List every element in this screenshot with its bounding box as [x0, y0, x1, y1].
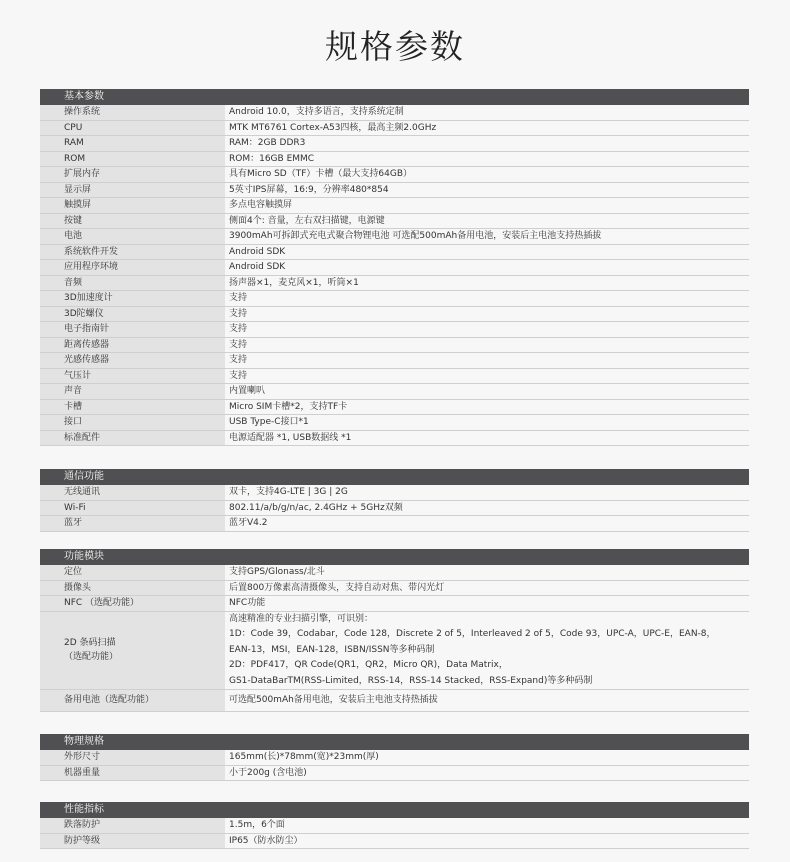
spec-row-barcode-scan: [40, 612, 749, 691]
spec-value: 165mm(长)*78mm(宽)*23mm(厚): [225, 750, 749, 765]
spec-row: [40, 766, 749, 782]
spec-key: 摄像头: [40, 581, 225, 596]
spec-row: [40, 353, 749, 369]
spec-row: [40, 167, 749, 183]
spec-row: [40, 400, 749, 416]
spec-key: 电池: [40, 229, 225, 244]
spec-row: [40, 516, 749, 532]
spec-key: 系统软件开发: [40, 245, 225, 260]
spec-row: [40, 834, 749, 850]
spec-row: [40, 121, 749, 137]
section-header: 基本参数: [40, 89, 749, 105]
spec-key: 防护等级: [40, 834, 225, 849]
spec-key: 按键: [40, 214, 225, 229]
spec-row: [40, 384, 749, 400]
spec-row: [40, 431, 749, 447]
spec-key: 音频: [40, 276, 225, 291]
spec-value: Android 10.0，支持多语言，支持系统定制: [225, 105, 749, 120]
spec-row: [40, 307, 749, 323]
spec-value: 3900mAh可拆卸式充电式聚合物锂电池 可选配500mAh备用电池，安装后主电池支持热插拔: [225, 229, 749, 244]
spec-value: 支持: [225, 338, 749, 353]
spec-key: 跌落防护: [40, 818, 225, 833]
spec-value: 1.5m，6个面: [225, 818, 749, 833]
spec-value: Android SDK: [225, 260, 749, 275]
spec-row: [40, 198, 749, 214]
spec-value-line: 1D：Code 39，Codabar，Code 128，Discrete 2 of 5，Interleaved 2 of 5，Code 93，UPC-A，UPC-E，EAN-8，: [229, 629, 716, 640]
spec-rows: [40, 565, 749, 612]
spec-value: 802.11/a/b/g/n/ac, 2.4GHz + 5GHz双频: [225, 501, 749, 516]
spec-row: [40, 501, 749, 517]
spec-value: 内置喇叭: [225, 384, 749, 399]
spec-value-line: 2D：PDF417，QR Code(QR1，QR2，Micro QR)，Data Matrix，: [229, 660, 508, 671]
spec-key: 备用电池（选配功能）: [40, 690, 225, 711]
spec-key: 电子指南针: [40, 322, 225, 337]
spec-key: [40, 612, 225, 690]
spec-key: 3D陀螺仪: [40, 307, 225, 322]
spec-key-line: 2D 条码扫描: [64, 637, 116, 648]
spec-key: 显示屏: [40, 183, 225, 198]
spec-value: 电源适配器 *1, USB数据线 *1: [225, 431, 749, 446]
spec-row: [40, 229, 749, 245]
spec-key: 3D加速度计: [40, 291, 225, 306]
section-performance: [40, 802, 749, 849]
spec-key: 标准配件: [40, 431, 225, 446]
spec-value: USB Type-C接口*1: [225, 415, 749, 430]
spec-rows: [40, 750, 749, 781]
spec-value: [225, 612, 749, 690]
spec-row: [40, 485, 749, 501]
spec-row: [40, 245, 749, 261]
spec-row: [40, 291, 749, 307]
spec-key: 蓝牙: [40, 516, 225, 531]
section-basic-params: [40, 89, 749, 446]
spec-value: 蓝牙V4.2: [225, 516, 749, 531]
spec-value-line: 高速精准的专业扫描引擎，可识别：: [229, 613, 374, 624]
spec-key: CPU: [40, 121, 225, 136]
spec-value: 支持: [225, 322, 749, 337]
spec-value: 具有Micro SD（TF）卡槽（最大支持64GB）: [225, 167, 749, 182]
spec-rows: [40, 818, 749, 849]
spec-row: [40, 750, 749, 766]
spec-value: 扬声器×1，麦克风×1，听筒×1: [225, 276, 749, 291]
spec-value: 5英寸IPS屏幕，16:9，分辨率480*854: [225, 183, 749, 198]
page-title: 规格参数: [325, 27, 465, 66]
spec-key: 应用程序环境: [40, 260, 225, 275]
spec-value: 支持: [225, 369, 749, 384]
spec-row: [40, 338, 749, 354]
spec-value: 支持: [225, 291, 749, 306]
spec-row: [40, 214, 749, 230]
spec-value: 支持: [225, 353, 749, 368]
spec-key: 扩展内存: [40, 167, 225, 182]
spec-value: 后置800万像素高清摄像头，支持自动对焦、带闪光灯: [225, 581, 749, 596]
section-header: 通信功能: [40, 469, 749, 485]
section-communication: [40, 469, 749, 532]
spec-row: [40, 260, 749, 276]
spec-key: 无线通讯: [40, 485, 225, 500]
spec-key: 外形尺寸: [40, 750, 225, 765]
spec-row: [40, 183, 749, 199]
spec-key: RAM: [40, 136, 225, 151]
spec-key: 机器重量: [40, 766, 225, 781]
spec-value: 多点电容触摸屏: [225, 198, 749, 213]
spec-key: 卡槽: [40, 400, 225, 415]
spec-value: 可选配500mAh备用电池，安装后主电池支持热插拔: [225, 690, 749, 711]
spec-value-line: GS1-DataBarTM(RSS-Limited，RSS-14，RSS-14 Stacked，RSS-Expand)等多种码制: [229, 675, 593, 686]
spec-key: 定位: [40, 565, 225, 580]
section-function-modules: [40, 549, 749, 712]
spec-row: [40, 136, 749, 152]
spec-key: ROM: [40, 152, 225, 167]
spec-key: 接口: [40, 415, 225, 430]
spec-value: 侧面4个: 音量，左右双扫描键，电源键: [225, 214, 749, 229]
spec-value: 小于200g (含电池): [225, 766, 749, 781]
spec-row: [40, 105, 749, 121]
spec-key: Wi-Fi: [40, 501, 225, 516]
spec-row: [40, 581, 749, 597]
spec-row: [40, 690, 749, 712]
spec-key: 操作系统: [40, 105, 225, 120]
spec-key-line: （选配功能）: [64, 652, 119, 663]
section-header: 功能模块: [40, 549, 749, 565]
spec-value: RAM：2GB DDR3: [225, 136, 749, 151]
spec-value: 支持: [225, 307, 749, 322]
spec-row: [40, 152, 749, 168]
spec-row: [40, 596, 749, 612]
spec-key: NFC （选配功能）: [40, 596, 225, 611]
spec-row: [40, 322, 749, 338]
spec-key: 光感传感器: [40, 353, 225, 368]
spec-row: [40, 415, 749, 431]
spec-value: 双卡，支持4G-LTE | 3G | 2G: [225, 485, 749, 500]
spec-key: 距离传感器: [40, 338, 225, 353]
spec-value: NFC功能: [225, 596, 749, 611]
spec-row: [40, 276, 749, 292]
spec-rows: [40, 485, 749, 532]
section-header: 物理规格: [40, 734, 749, 750]
spec-value: ROM：16GB EMMC: [225, 152, 749, 167]
spec-rows: [40, 105, 749, 446]
spec-key: 气压计: [40, 369, 225, 384]
spec-value: IP65（防水防尘）: [225, 834, 749, 849]
section-physical-specs: [40, 734, 749, 781]
spec-value-line: EAN-13，MSI，EAN-128，ISBN/ISSN等多种码制: [229, 644, 435, 655]
spec-row: [40, 818, 749, 834]
spec-key: 触摸屏: [40, 198, 225, 213]
spec-value: MTK MT6761 Cortex-A53四核，最高主频2.0GHz: [225, 121, 749, 136]
spec-value: Android SDK: [225, 245, 749, 260]
spec-key: 声音: [40, 384, 225, 399]
spec-value: 支持GPS/Glonass/北斗: [225, 565, 749, 580]
spec-row: [40, 565, 749, 581]
spec-row: [40, 369, 749, 385]
section-header: 性能指标: [40, 802, 749, 818]
spec-value: Micro SIM卡槽*2，支持TF卡: [225, 400, 749, 415]
